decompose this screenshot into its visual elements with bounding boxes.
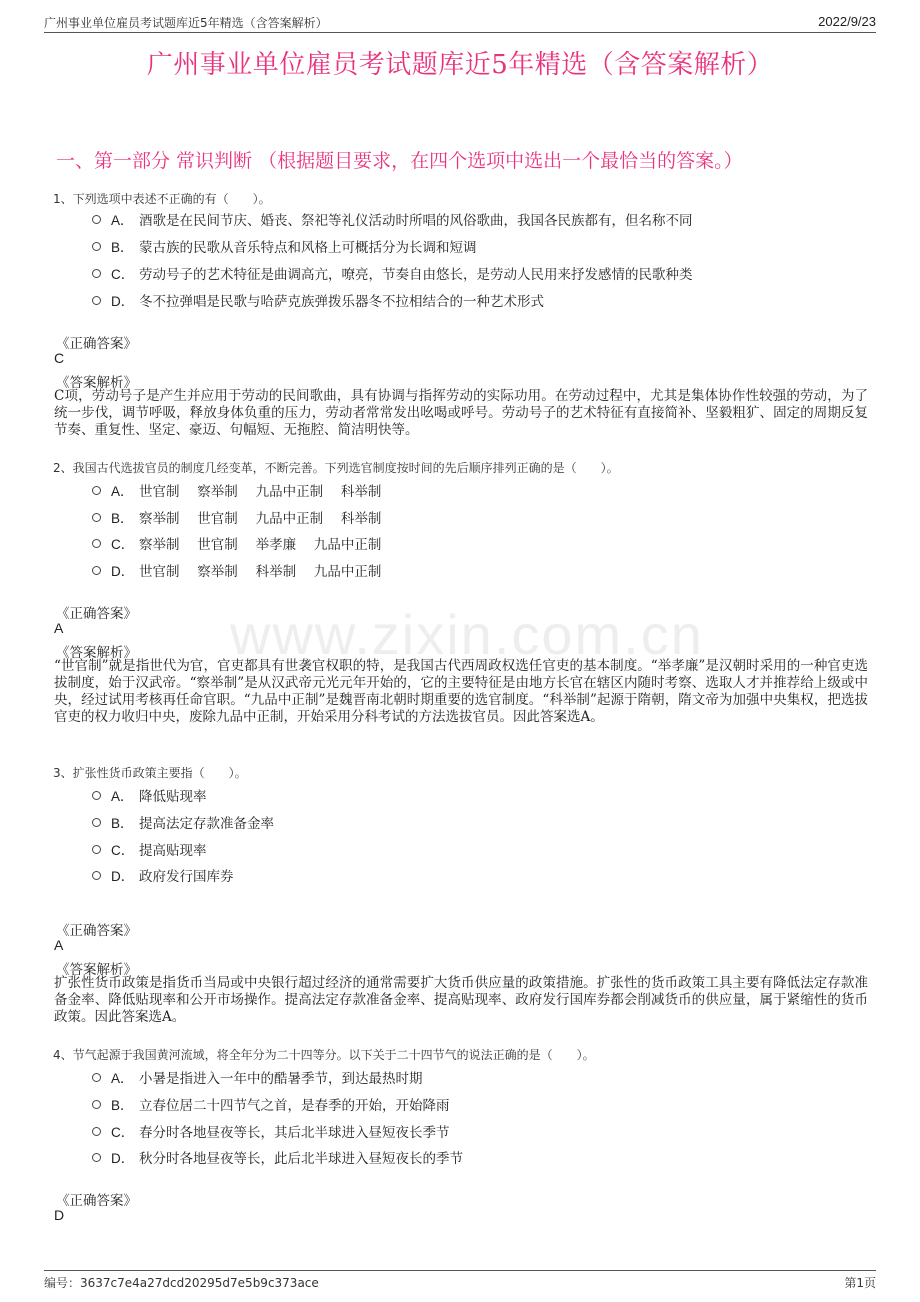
option-a[interactable] xyxy=(92,1067,423,1087)
page-number: 第1页 xyxy=(844,1276,876,1290)
option-letter: A． xyxy=(111,484,134,499)
option-b[interactable] xyxy=(92,812,274,832)
analysis-label: 《答案解析》 xyxy=(56,645,137,661)
option-text: 政府发行国库券 xyxy=(139,869,234,885)
option-text: 察举制 世官制 举孝廉 九品中正制 xyxy=(139,537,382,553)
header-date: 2022/9/23 xyxy=(818,14,876,29)
correct-answer-value: D xyxy=(54,1207,65,1223)
radio-icon[interactable] xyxy=(92,539,101,548)
option-text: 世官制 察举制 九品中正制 科举制 xyxy=(139,484,382,500)
option-a[interactable] xyxy=(92,785,207,805)
radio-icon[interactable] xyxy=(92,486,101,495)
option-text: 蒙古族的民歌从音乐特点和风格上可概括分为长调和短调 xyxy=(139,240,477,256)
option-text: 劳动号子的艺术特征是曲调高亢，嘹亮，节奏自由悠长，是劳动人民用来抒发感情的民歌种类 xyxy=(139,267,693,283)
option-d[interactable] xyxy=(92,1147,463,1167)
question-stem: 1、下列选项中表述不正确的有（ ）。 xyxy=(53,192,271,206)
analysis-label: 《答案解析》 xyxy=(56,375,137,391)
option-letter: C． xyxy=(111,1125,135,1140)
option-letter: B． xyxy=(111,816,134,831)
option-text: 世官制 察举制 科举制 九品中正制 xyxy=(139,564,382,580)
option-c[interactable] xyxy=(92,263,693,283)
option-letter: B． xyxy=(111,511,134,526)
radio-icon[interactable] xyxy=(92,818,101,827)
option-b[interactable] xyxy=(92,236,477,256)
watermark: www.zixin.com.cn xyxy=(230,603,704,666)
radio-icon[interactable] xyxy=(92,566,101,575)
document-title: 广州事业单位雇员考试题库近5年精选（含答案解析） xyxy=(146,50,774,80)
option-letter: C． xyxy=(111,267,135,282)
radio-icon[interactable] xyxy=(92,513,101,522)
option-letter: A． xyxy=(111,789,134,804)
option-letter: C． xyxy=(111,843,135,858)
header-doc-name: 广州事业单位雇员考试题库近5年精选（含答案解析） xyxy=(44,16,328,30)
option-letter: B． xyxy=(111,1098,134,1113)
page-header xyxy=(44,10,876,33)
radio-icon[interactable] xyxy=(92,215,101,224)
option-text: 秋分时各地昼夜等长，此后北半球进入昼短夜长的季节 xyxy=(139,1151,463,1167)
option-a[interactable] xyxy=(92,209,693,229)
option-letter: B． xyxy=(111,240,134,255)
option-d[interactable] xyxy=(92,560,381,580)
section-title: 一、第一部分 常识判断 （根据题目要求，在四个选项中选出一个最恰当的答案。） xyxy=(56,150,743,172)
analysis-text: C项，劳动号子是产生并应用于劳动的民间歌曲，具有协调与指挥劳动的实际功用。在劳动过程中，尤其是集体协作性较强的劳动，为了统一步伐，调节呼吸，释放身体负重的压力，劳动者常常发出吆喝或呼号。劳动号子的艺术特征有直接简补、坚毅粗犷、固定的周期反复节奏、重复性、坚定、豪迈、句幅短、无拖腔、简洁明快等。 xyxy=(54,388,868,438)
option-b[interactable] xyxy=(92,507,381,527)
option-letter: D． xyxy=(111,1151,135,1166)
radio-icon[interactable] xyxy=(92,791,101,800)
option-text: 冬不拉弹唱是民歌与哈萨克族弹拨乐器冬不拉相结合的一种艺术形式 xyxy=(139,294,544,310)
radio-icon[interactable] xyxy=(92,1127,101,1136)
option-c[interactable] xyxy=(92,839,207,859)
analysis-text: 扩张性货币政策是指货币当局或中央银行超过经济的通常需要扩大货币供应量的政策措施。扩张性的货币政策工具主要有降低法定存款准备金率、降低贴现率和公开市场操作。提高法定存款准备金率、提高贴现率、政府发行国库券都会削减货币的供应量，属于紧缩性的货币政策。因此答案选A。 xyxy=(54,975,868,1025)
correct-answer-value: C xyxy=(54,350,65,366)
radio-icon[interactable] xyxy=(92,1100,101,1109)
option-text: 春分时各地昼夜等长，其后北半球进入昼短夜长季节 xyxy=(139,1125,450,1141)
option-letter: D． xyxy=(111,564,135,579)
radio-icon[interactable] xyxy=(92,1153,101,1162)
option-text: 察举制 世官制 九品中正制 科举制 xyxy=(139,511,382,527)
question-stem: 3、扩张性货币政策主要指（ ）。 xyxy=(53,766,247,780)
option-d[interactable] xyxy=(92,865,234,885)
option-letter: C． xyxy=(111,537,135,552)
option-d[interactable] xyxy=(92,290,544,310)
correct-answer-value: A xyxy=(54,620,64,636)
analysis-label: 《答案解析》 xyxy=(56,962,137,978)
page-footer xyxy=(44,1270,876,1293)
option-text: 小暑是指进入一年中的酷暑季节，到达最热时期 xyxy=(139,1071,423,1087)
option-text: 降低贴现率 xyxy=(139,789,207,805)
radio-icon[interactable] xyxy=(92,845,101,854)
radio-icon[interactable] xyxy=(92,242,101,251)
option-c[interactable] xyxy=(92,1121,450,1141)
option-letter: A． xyxy=(111,1071,134,1086)
question-stem: 4、节气起源于我国黄河流域，将全年分为二十四等分。以下关于二十四节气的说法正确的是（ ）。 xyxy=(53,1048,595,1062)
option-text: 提高贴现率 xyxy=(139,843,207,859)
option-letter: D． xyxy=(111,869,135,884)
correct-answer-label: 《正确答案》 xyxy=(56,1193,137,1209)
analysis-text: “世官制”就是指世代为官，官吏都具有世袭官权职的特，是我国古代西周政权选任官吏的基本制度。“举孝廉”是汉朝时采用的一种官吏选拔制度，始于汉武帝。“察举制”是从汉武帝元光元年开始的，它的主要特征是由地方长官在辖区内随时考察、选取人才并推荐给上级或中央，经过试用考核再任命官职。“九品中正制”是魏晋南北朝时期重要的选官制度。“科举制”起源于隋朝，隋文帝为加强中央集权，把选拔官吏的权力收归中央，废除九品中正制，开始采用分科考试的方法选拔官员。因此答案选A。 xyxy=(54,658,868,725)
option-a[interactable] xyxy=(92,480,381,500)
radio-icon[interactable] xyxy=(92,296,101,305)
radio-icon[interactable] xyxy=(92,1073,101,1082)
correct-answer-label: 《正确答案》 xyxy=(56,923,137,939)
radio-icon[interactable] xyxy=(92,269,101,278)
correct-answer-value: A xyxy=(54,937,64,953)
option-letter: D． xyxy=(111,294,135,309)
radio-icon[interactable] xyxy=(92,871,101,880)
option-text: 立春位居二十四节气之首，是春季的开始，开始降雨 xyxy=(139,1098,450,1114)
option-letter: A． xyxy=(111,213,134,228)
correct-answer-label: 《正确答案》 xyxy=(56,606,137,622)
option-text: 酒歌是在民间节庆、婚丧、祭祀等礼仪活动时所唱的风俗歌曲，我国各民族都有，但名称不同 xyxy=(139,213,693,229)
option-text: 提高法定存款准备金率 xyxy=(139,816,274,832)
correct-answer-label: 《正确答案》 xyxy=(56,336,137,352)
document-code: 编号：3637c7e4a27dcd20295d7e5b9c373ace xyxy=(44,1276,319,1290)
option-c[interactable] xyxy=(92,533,381,553)
question-stem: 2、我国古代选拔官员的制度几经变革，不断完善。下列选官制度按时间的先后顺序排列正确的是（ ）。 xyxy=(53,461,619,475)
option-b[interactable] xyxy=(92,1094,450,1114)
